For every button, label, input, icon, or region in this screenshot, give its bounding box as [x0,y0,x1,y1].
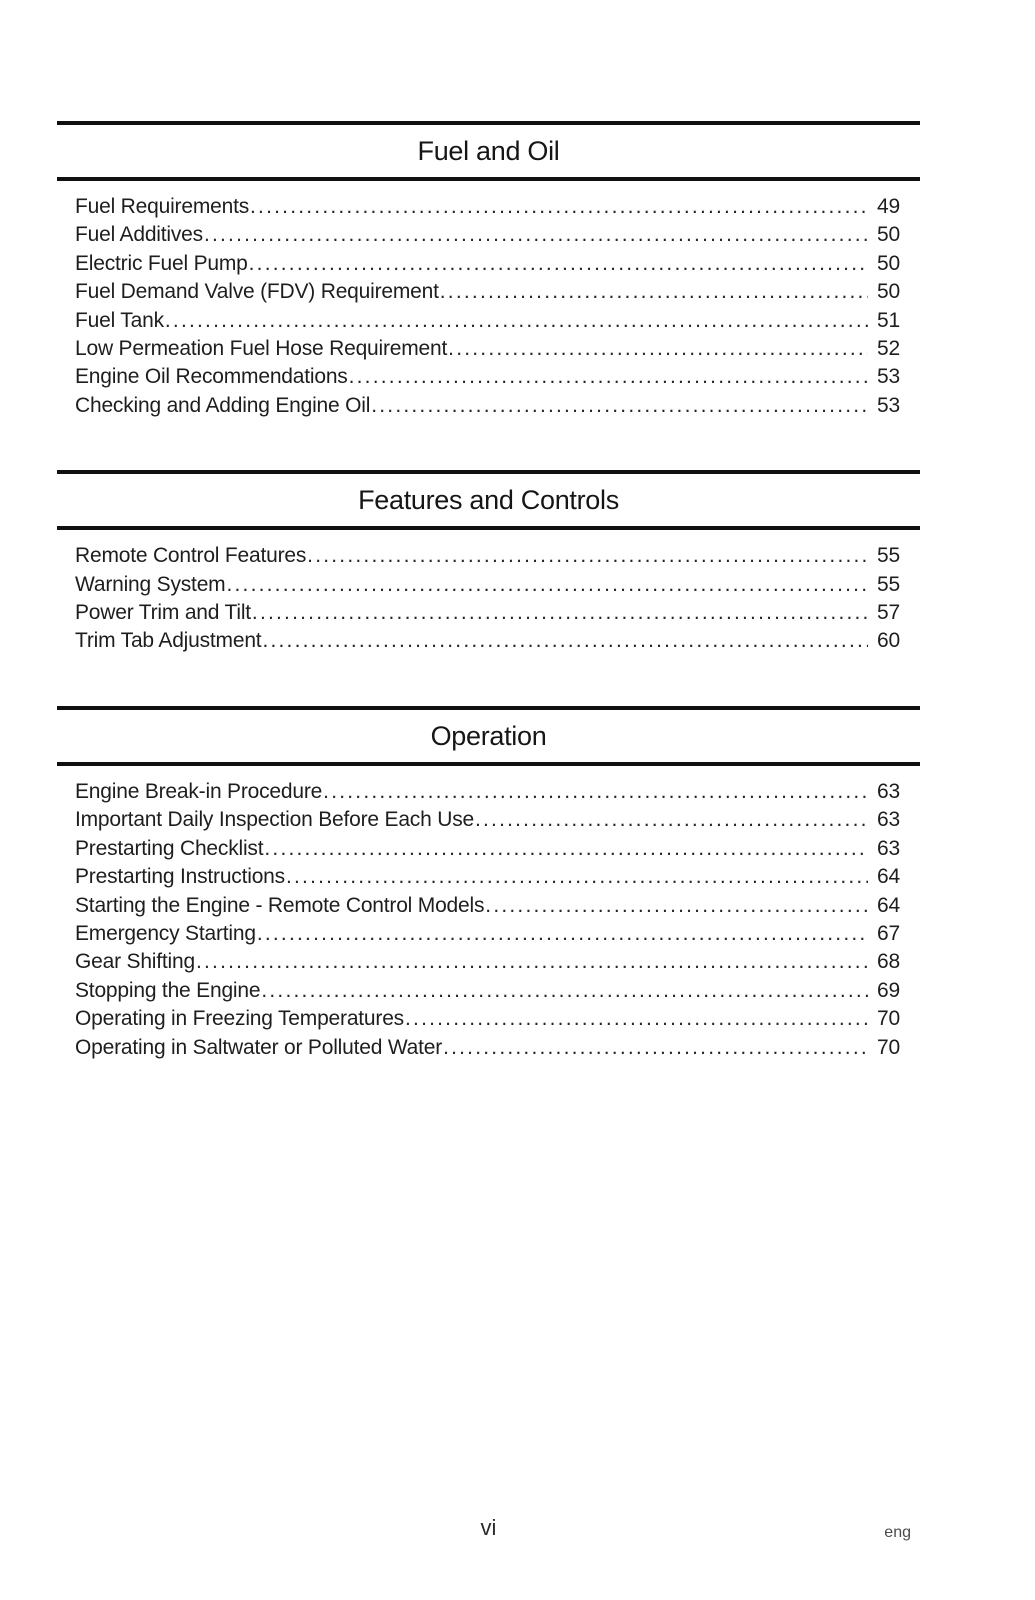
toc-entry-page-number: 63 [877,779,900,803]
toc-entry-label: Checking and Adding Engine Oil [75,393,371,417]
dot-leader [252,599,868,627]
dot-leader [485,892,868,920]
section-title: Operation [430,720,547,751]
toc-entry-label: Prestarting Checklist [75,836,264,860]
toc-entry-label: Important Daily Inspection Before Each Use [75,808,474,832]
section-header [57,706,920,766]
toc-entry-page-number: 63 [877,836,900,860]
section-title: Fuel and Oil [417,136,560,166]
dot-leader [165,307,868,335]
page-number: vi [480,1515,497,1540]
toc-entry-page-number: 67 [877,921,900,945]
toc-section [57,470,920,656]
toc-entry-page-number: 53 [877,365,900,389]
toc-entry-page-number: 49 [877,195,900,218]
dot-leader [440,278,868,306]
toc-entry-page-number: 69 [877,978,900,1002]
toc-entry-label: Operating in Saltwater or Polluted Water [75,1035,443,1059]
toc-entry-label: Stopping the Engine [75,978,261,1002]
toc-entry-row [75,599,900,627]
dot-leader [307,542,868,570]
dot-leader [261,977,868,1005]
toc-entry-row [75,542,900,570]
toc-entry-row [75,571,900,599]
toc-content [57,121,920,1112]
toc-entry-page-number: 55 [877,544,900,568]
dot-leader [204,221,868,249]
language-code: eng [884,1524,911,1541]
toc-entry-page-number: 57 [877,601,900,625]
section-header [57,470,920,530]
toc-entry-label: Fuel Demand Valve (FDV) Requirement [75,280,439,304]
dot-leader [448,335,868,363]
page-footer [57,1516,920,1556]
toc-entry-label: Prestarting Instructions [75,865,285,889]
toc-entry-page-number: 68 [877,950,900,974]
toc-entry-row [75,778,900,806]
dot-leader [405,1005,868,1033]
toc-entry-row [75,250,900,278]
toc-entry-label: Emergency Starting [75,921,256,945]
toc-entry-page-number: 52 [877,337,900,361]
toc-entry-page-number: 50 [877,280,900,304]
toc-entry-row [75,363,900,391]
toc-entry-label: Power Trim and Tilt [75,601,251,625]
toc-entry-row [75,920,900,948]
toc-entry-page-number: 60 [877,629,900,653]
toc-entry-page-number: 53 [877,393,900,417]
toc-entry-page-number: 63 [877,808,900,832]
toc-entry-label: Fuel Requirements [75,195,250,218]
toc-entry-label: Engine Break-in Procedure [75,779,323,803]
toc-entry-row [75,193,900,221]
toc-entry-row [75,1005,900,1033]
dot-leader [264,835,868,863]
toc-entry-row [75,307,900,335]
dot-leader [257,920,868,948]
dot-leader [443,1034,868,1062]
toc-entry-label: Fuel Additives [75,223,203,247]
dot-leader [196,948,868,976]
dot-leader [286,863,868,891]
section-entry-list [57,193,920,420]
toc-section [57,121,920,420]
dot-leader [349,363,868,391]
toc-entry-label: Fuel Tank [75,308,164,332]
section-header [57,121,920,181]
toc-entry-row [75,392,900,420]
toc-entry-label: Low Permeation Fuel Hose Requirement [75,337,448,361]
toc-entry-row [75,835,900,863]
toc-entry-row [75,1034,900,1062]
toc-entry-row [75,892,900,920]
toc-entry-label: Operating in Freezing Temperatures [75,1007,404,1031]
toc-entry-label: Warning System [75,572,226,596]
section-entry-list [57,778,920,1062]
dot-leader [475,806,868,834]
toc-entry-page-number: 70 [877,1007,900,1031]
toc-entry-row [75,278,900,306]
toc-entry-page-number: 64 [877,865,900,889]
dot-leader [226,571,868,599]
toc-entry-row [75,948,900,976]
toc-entry-page-number: 50 [877,223,900,247]
toc-entry-label: Trim Tab Adjustment [75,629,262,653]
toc-entry-label: Engine Oil Recommendations [75,365,348,389]
toc-entry-row [75,863,900,891]
toc-entry-page-number: 50 [877,251,900,275]
toc-section [57,706,920,1062]
dot-leader [249,250,868,278]
dot-leader [323,778,868,806]
dot-leader [250,193,868,221]
section-entry-list [57,542,920,656]
toc-entry-page-number: 51 [877,308,900,332]
toc-entry-row [75,977,900,1005]
dot-leader [262,627,868,655]
toc-entry-row [75,221,900,249]
dot-leader [371,392,868,420]
toc-entry-page-number: 70 [877,1035,900,1059]
toc-entry-row [75,806,900,834]
toc-entry-label: Remote Control Features [75,544,307,568]
toc-entry-page-number: 55 [877,572,900,596]
toc-entry-row [75,627,900,655]
toc-entry-page-number: 64 [877,893,900,917]
toc-entry-label: Gear Shifting [75,950,195,974]
toc-entry-row [75,335,900,363]
toc-entry-label: Starting the Engine - Remote Control Models [75,893,485,917]
toc-entry-label: Electric Fuel Pump [75,251,248,275]
section-title: Features and Controls [358,485,619,516]
